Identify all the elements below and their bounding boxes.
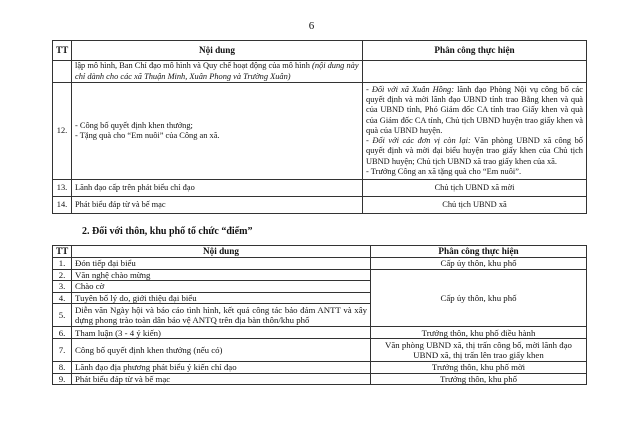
content-line: - Tặng quà cho “Em nuôi” của Công an xã. [75,131,220,140]
assignment-table-village [52,245,587,385]
content-italic-note: (nội dung này chỉ dành cho các xã Thuận Minh, Xuân Phong và Trường Xuân) [75,61,359,81]
table-row [53,327,587,339]
row-tt: 1. [53,258,72,270]
row-tt: 5. [53,304,72,327]
table-row [53,83,587,180]
table-row [53,361,587,373]
row-content: Tuyên bố lý do, giới thiệu đại biểu [72,292,371,304]
row-assignment: Trưởng thôn, khu phố điều hành [371,327,587,339]
assignment-lead: - Đối với xã Xuân Hồng: [366,85,455,95]
row-tt: 9. [53,373,72,385]
row-content: Chào cờ [72,281,371,293]
assignment-text: lãnh đạo Phòng Nội vụ công bố các quyết định và mời lãnh đạo UBND tỉnh trao Bằng khen và quà của UBND tỉnh, Phó Giám đốc CA tỉnh trao Giấy khen và quà của Giám đốc CA tỉnh, Chủ tịch UBND huyện trao giấy khen và quà của UBND huyện. [366,85,583,135]
row-tt: 7. [53,338,72,361]
table-row [53,61,587,83]
row-assignment [363,83,587,180]
row-content: Công bố quyết định khen thưởng (nếu có) [72,338,371,361]
row-assignment: Cấp ủy thôn, khu phố [371,258,587,270]
assignment-lead: - Đối với các đơn vị còn lại: [366,136,471,146]
table-row [53,197,587,214]
assignment-text: Văn phòng UBND xã công bố quyết định và mời đại biểu huyện trao giấy khen của Chủ tịch UBND huyện; Chủ tịch UBND xã trao giấy khen của xã. [366,136,583,166]
assignment-paragraph [366,136,583,167]
header-tt: TT [53,41,72,61]
row-tt: 14. [53,197,72,214]
row-content: Phát biểu đáp từ và bế mạc [72,373,371,385]
section-heading: 2. Đối với thôn, khu phố tổ chức “điểm” [82,226,253,237]
header-assignment: Phân công thực hiện [371,246,587,258]
row-assignment: Văn phòng UBND xã, thị trấn công bố, mời lãnh đạo UBND xã, thị trấn lên trao giấy khen [371,338,587,361]
assignment-table-commune [52,40,587,214]
row-content: Lãnh đạo cấp trên phát biểu chỉ đạo [72,180,363,197]
table-header-row [53,41,587,61]
row-tt: 4. [53,292,72,304]
table-row [53,338,587,361]
row-content: Tham luận (3 - 4 ý kiến) [72,327,371,339]
row-tt: 6. [53,327,72,339]
page-number: 6 [308,20,315,32]
table-row [53,180,587,197]
content-normal: lập mô hình, Ban Chỉ đạo mô hình và Quy chế hoạt động của mô hình [75,61,313,71]
header-assignment: Phân công thực hiện [363,41,587,61]
row-tt: 8. [53,361,72,373]
header-content: Nội dung [72,41,363,61]
row-assignment: Trưởng thôn, khu phố [371,373,587,385]
row-content: Phát biểu đáp từ và bế mạc [72,197,363,214]
row-tt [53,61,72,83]
content-line: - Công bố quyết định khen thưởng; [75,120,193,130]
row-content: Đón tiếp đại biểu [72,258,371,270]
row-assignment: Cấp ủy thôn, khu phố [371,269,587,327]
row-assignment: Chủ tịch UBND xã mời [363,180,587,197]
row-tt: 2. [53,269,72,281]
assignment-paragraph [366,85,583,136]
row-assignment [363,61,587,83]
row-content: Văn nghệ chào mừng [72,269,371,281]
row-content: Diễn văn Ngày hội và báo cáo tình hình, kết quả công tác bảo đảm ANTT và xây dựng phong trào toàn dân bảo vệ ANTQ trên địa bàn thôn/khu phố [72,304,371,327]
header-tt: TT [53,246,72,258]
row-content [72,61,363,83]
row-content: Lãnh đạo địa phương phát biểu ý kiến chỉ đạo [72,361,371,373]
row-assignment: Trưởng thôn, khu phố mời [371,361,587,373]
row-content [72,83,363,180]
table-row [53,269,587,281]
row-tt: 12. [53,83,72,180]
table-row [53,373,587,385]
table-header-row [53,246,587,258]
assignment-paragraph: - Trưởng Công an xã tặng quà cho “Em nuôi”. [366,166,522,176]
row-assignment: Chủ tịch UBND xã [363,197,587,214]
row-tt: 3. [53,281,72,293]
header-content: Nội dung [72,246,371,258]
table-row [53,258,587,270]
row-tt: 13. [53,180,72,197]
